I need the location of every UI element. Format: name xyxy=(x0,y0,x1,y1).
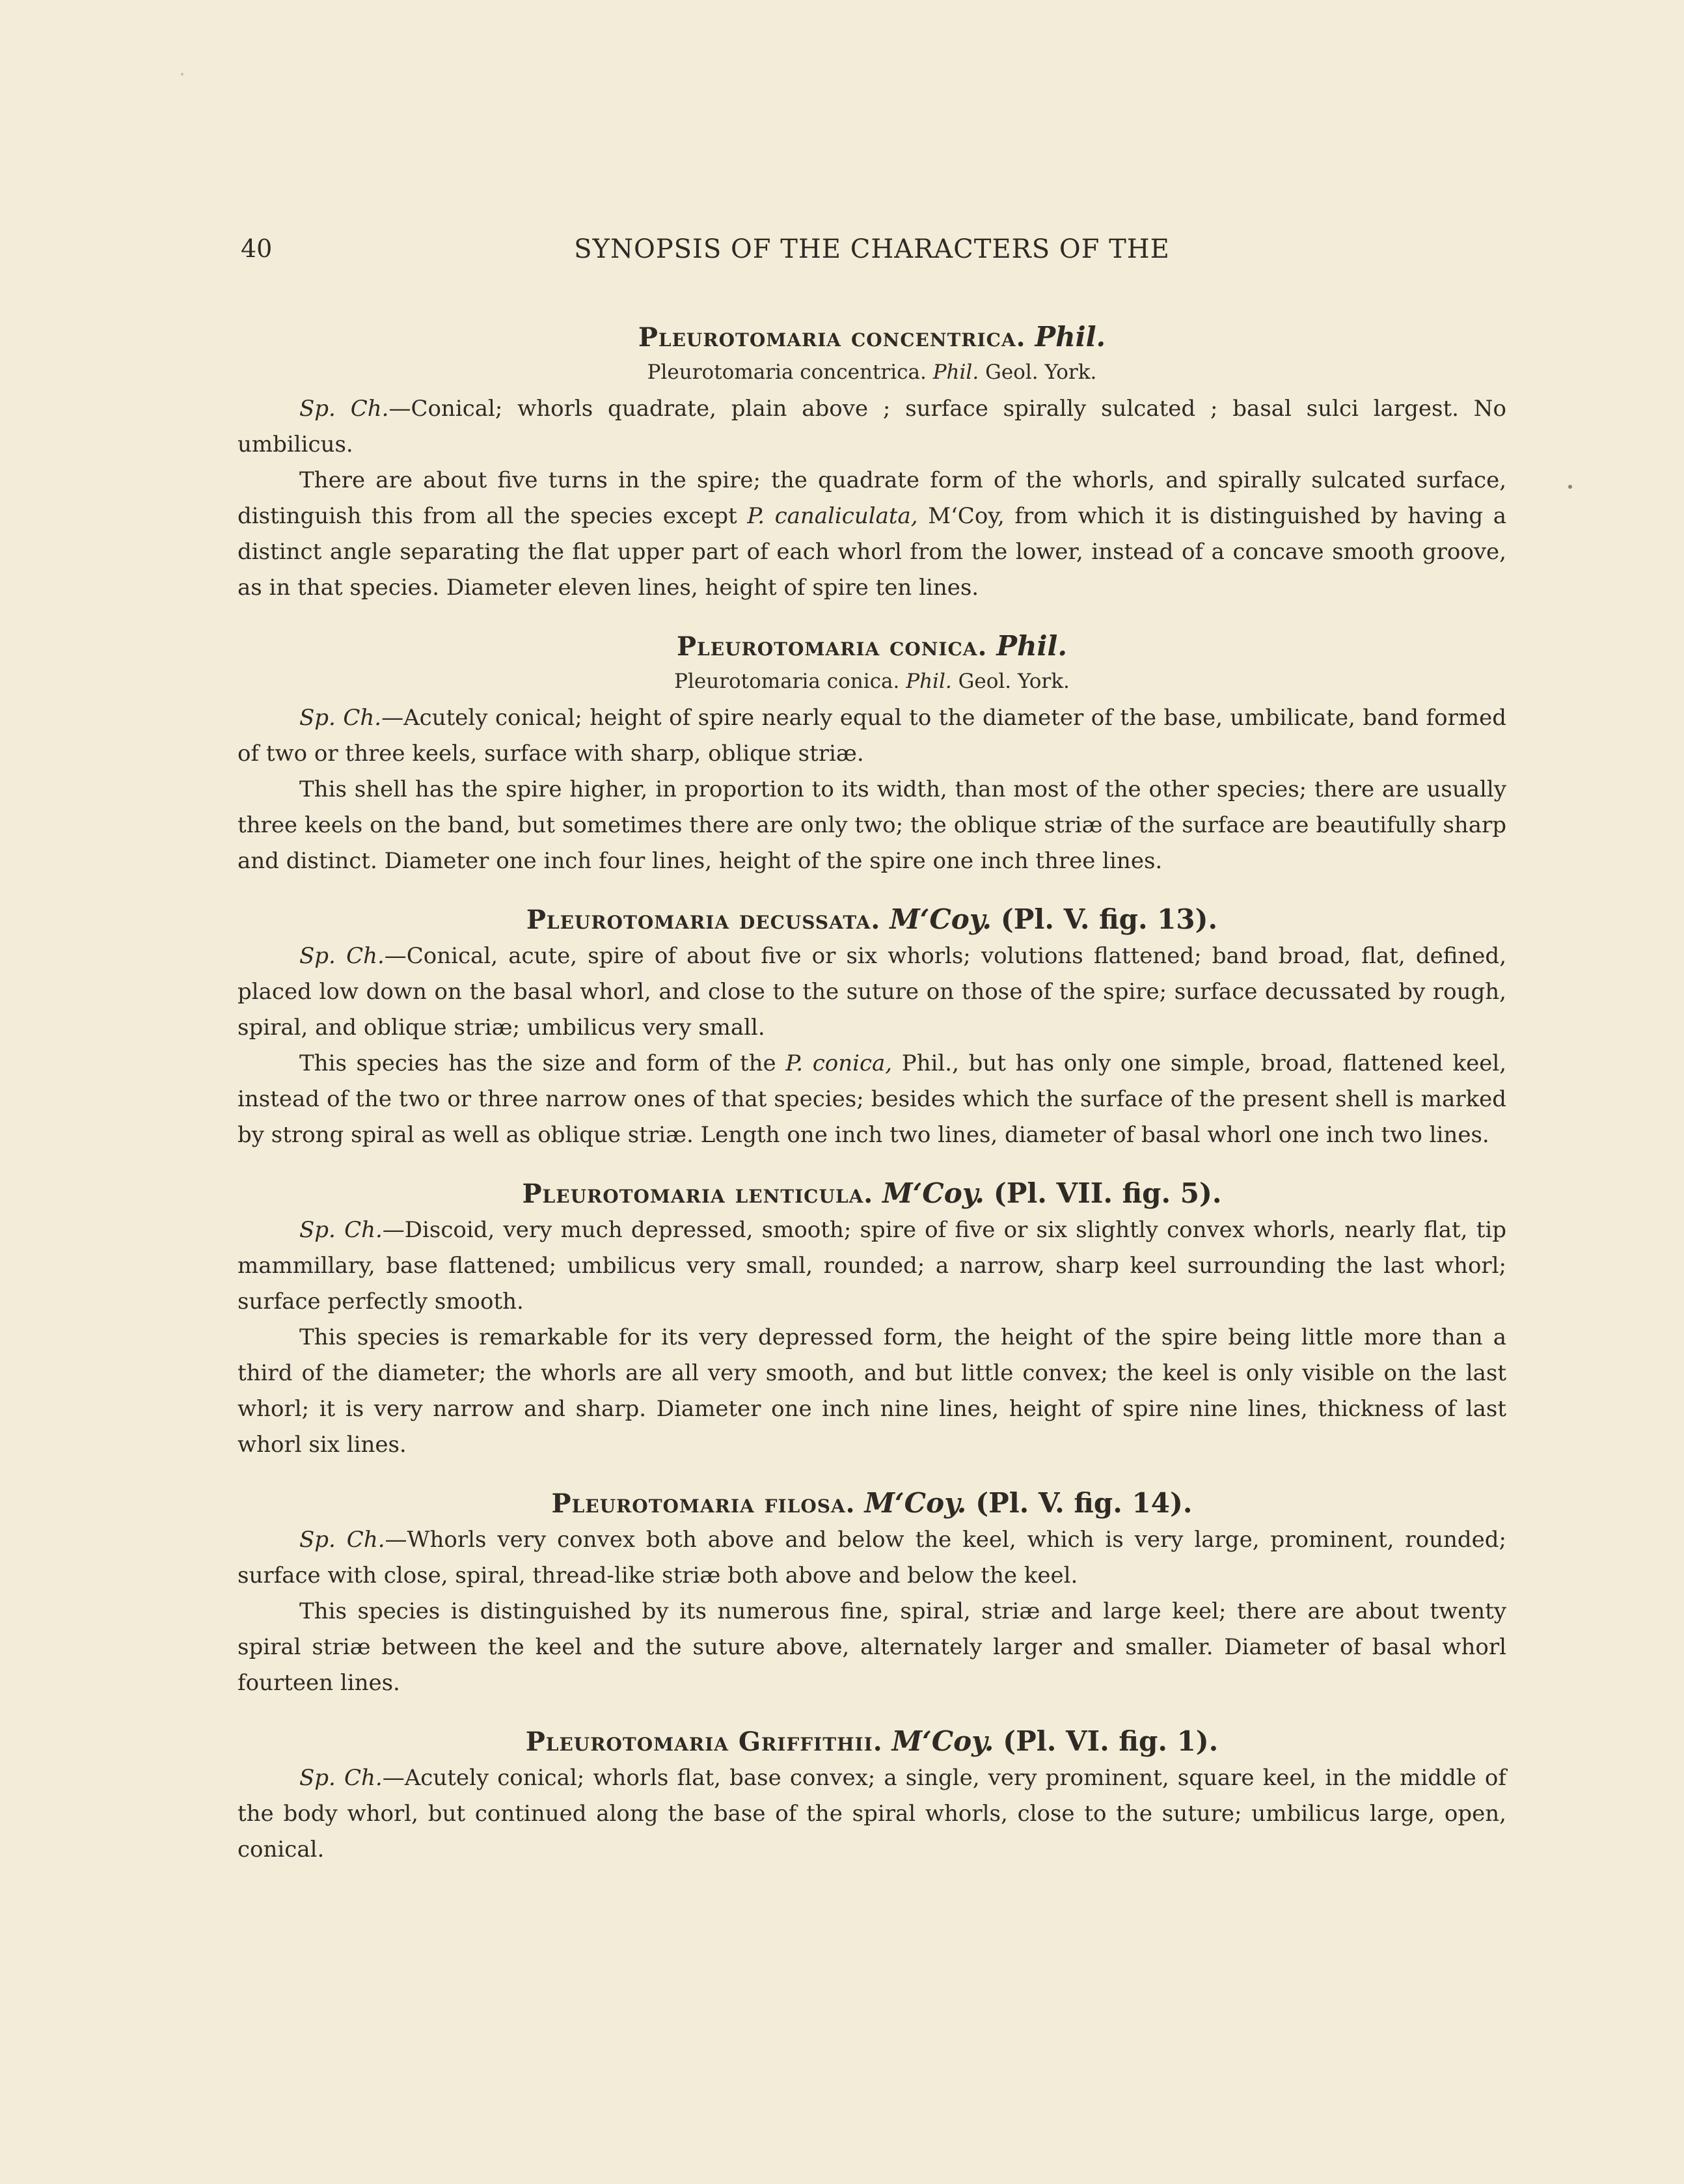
italic-text: Sp. Ch. xyxy=(299,1527,385,1553)
italic-text: Sp. Ch. xyxy=(299,1765,383,1791)
species-section xyxy=(238,628,1506,879)
synonym-author: Phil. xyxy=(906,670,952,693)
synonym-citation xyxy=(238,665,1506,698)
text-run: —Acutely conical; whorls flat, base convex; a single, very prominent, square keel, in the middle of the body whorl, but continued along the base of the spiral whorls, close to the suture; umbilicus large, open, conical. xyxy=(238,1765,1506,1863)
species-author: Phil. xyxy=(1035,321,1106,353)
species-author: M‘Coy. xyxy=(864,1487,967,1519)
text-run: This species has the size and form of the xyxy=(299,1050,786,1076)
species-author: Phil. xyxy=(996,630,1068,662)
text-run: —Conical, acute, spire of about five or six whorls; volutions flattened; band broad, flat, defined, placed low down on the basal whorl, and close to the suture on those of the spire; surface decussated by rough, spiral, and oblique striæ; umbilicus very small. xyxy=(238,943,1506,1041)
text-run: There are about five turns in the spire; the quadrate form of the whorls, and spirally sulcated surface, distinguish this from all the species except xyxy=(238,467,1506,529)
species-heading xyxy=(238,628,1506,665)
species-heading xyxy=(238,319,1506,356)
text-run: Phil., but has only one simple, broad, flattened keel, instead of the two or three narrow ones of that species; besides which the surface of the present shell is marked by strong spiral as well as oblique striæ. Length one inch two lines, diameter of basal whorl one inch two lines. xyxy=(238,1050,1506,1148)
specific-characters xyxy=(238,1212,1506,1320)
running-head xyxy=(241,234,1503,273)
species-heading xyxy=(238,1175,1506,1212)
synonym-citation xyxy=(238,356,1506,389)
specific-characters xyxy=(238,938,1506,1046)
description-paragraph xyxy=(238,1046,1506,1153)
synonym-ref: Geol. York. xyxy=(985,361,1097,384)
specific-characters xyxy=(238,391,1506,463)
synonym-name: Pleurotomaria concentrica. xyxy=(647,361,927,384)
text-run: —Discoid, very much depressed, smooth; spire of five or six slightly convex whorls, nearly flat, tip mammillary, base flattened; umbilicus very small, rounded; a narrow, sharp keel surrounding the last whorl; surface perfectly smooth. xyxy=(238,1217,1506,1315)
species-name: Pleurotomaria concentrica. xyxy=(638,322,1026,353)
plate-reference: (Pl. VII. fig. 5). xyxy=(993,1177,1222,1209)
text-run: M‘Coy, from which it is distinguished by having a distinct angle separating the flat upper part of each whorl from the lower, instead of a concave smooth groove, as in that species. Diameter eleven lines, height of spire ten lines. xyxy=(238,503,1506,601)
page-body xyxy=(238,319,1506,1890)
species-section xyxy=(238,1485,1506,1701)
italic-text: Sp. Ch. xyxy=(299,943,385,969)
species-name: Pleurotomaria lenticula. xyxy=(522,1179,874,1209)
specific-characters xyxy=(238,700,1506,772)
text-run: —Conical; whorls quadrate, plain above ; surface spirally sulcated ; basal sulci largest. No umbilicus. xyxy=(238,396,1506,457)
species-name: Pleurotomaria conica. xyxy=(676,631,988,662)
description-paragraph xyxy=(238,772,1506,879)
italic-text: Sp. Ch. xyxy=(299,1217,383,1243)
species-section xyxy=(238,1723,1506,1868)
text-run: —Acutely conical; height of spire nearly equal to the diameter of the base, umbilicate, band formed of two or three keels, surface with sharp, oblique striæ. xyxy=(238,705,1506,767)
species-author: M‘Coy. xyxy=(890,903,992,935)
italic-text: P. canaliculata, xyxy=(747,503,918,529)
species-name: Pleurotomaria Griffithii. xyxy=(525,1727,883,1757)
description-paragraph xyxy=(238,463,1506,606)
species-author: M‘Coy. xyxy=(882,1177,985,1209)
species-author: M‘Coy. xyxy=(891,1725,994,1757)
species-name: Pleurotomaria filosa. xyxy=(551,1488,856,1519)
paper-speck xyxy=(1568,485,1572,489)
text-run: —Whorls very convex both above and below the keel, which is very large, prominent, rounded; surface with close, spiral, thread-like striæ both above and below the keel. xyxy=(238,1527,1506,1589)
italic-text: Sp. Ch. xyxy=(299,705,382,731)
description-paragraph xyxy=(238,1320,1506,1463)
plate-reference: (Pl. VI. fig. 1). xyxy=(1003,1725,1219,1757)
synonym-author: Phil. xyxy=(932,361,979,384)
text-run: This species is remarkable for its very depressed form, the height of the spire being little more than a third of the diameter; the whorls are all very smooth, and but little convex; the keel is only visible on the last whorl; it is very narrow and sharp. Diameter one inch nine lines, height of spire nine lines, thickness of last whorl six lines. xyxy=(238,1324,1506,1458)
species-section xyxy=(238,319,1506,606)
plate-reference: (Pl. V. fig. 13). xyxy=(1000,903,1218,935)
species-heading xyxy=(238,901,1506,938)
species-section xyxy=(238,901,1506,1153)
plate-reference: (Pl. V. fig. 14). xyxy=(975,1487,1193,1519)
species-section xyxy=(238,1175,1506,1463)
paper-speck xyxy=(181,73,183,75)
description-paragraph xyxy=(238,1594,1506,1701)
text-run: This species is distinguished by its numerous fine, spiral, striæ and large keel; there are about twenty spiral striæ between the keel and the suture above, alternately larger and smaller. Diameter of basal whorl fourteen lines. xyxy=(238,1598,1506,1696)
specific-characters xyxy=(238,1522,1506,1594)
running-title: SYNOPSIS OF THE CHARACTERS OF THE xyxy=(574,234,1170,264)
page-number: 40 xyxy=(241,234,273,263)
synonym-ref: Geol. York. xyxy=(958,670,1070,693)
species-heading xyxy=(238,1723,1506,1760)
species-heading xyxy=(238,1485,1506,1522)
text-run: This shell has the spire higher, in proportion to its width, than most of the other species; there are usually three keels on the band, but sometimes there are only two; the oblique striæ of the surface are beautifully sharp and distinct. Diameter one inch four lines, height of the spire one inch three lines. xyxy=(238,776,1506,874)
species-name: Pleurotomaria decussata. xyxy=(526,905,881,935)
italic-text: P. conica, xyxy=(785,1050,893,1076)
specific-characters xyxy=(238,1760,1506,1868)
italic-text: Sp. Ch. xyxy=(299,396,389,422)
synonym-name: Pleurotomaria conica. xyxy=(674,670,900,693)
